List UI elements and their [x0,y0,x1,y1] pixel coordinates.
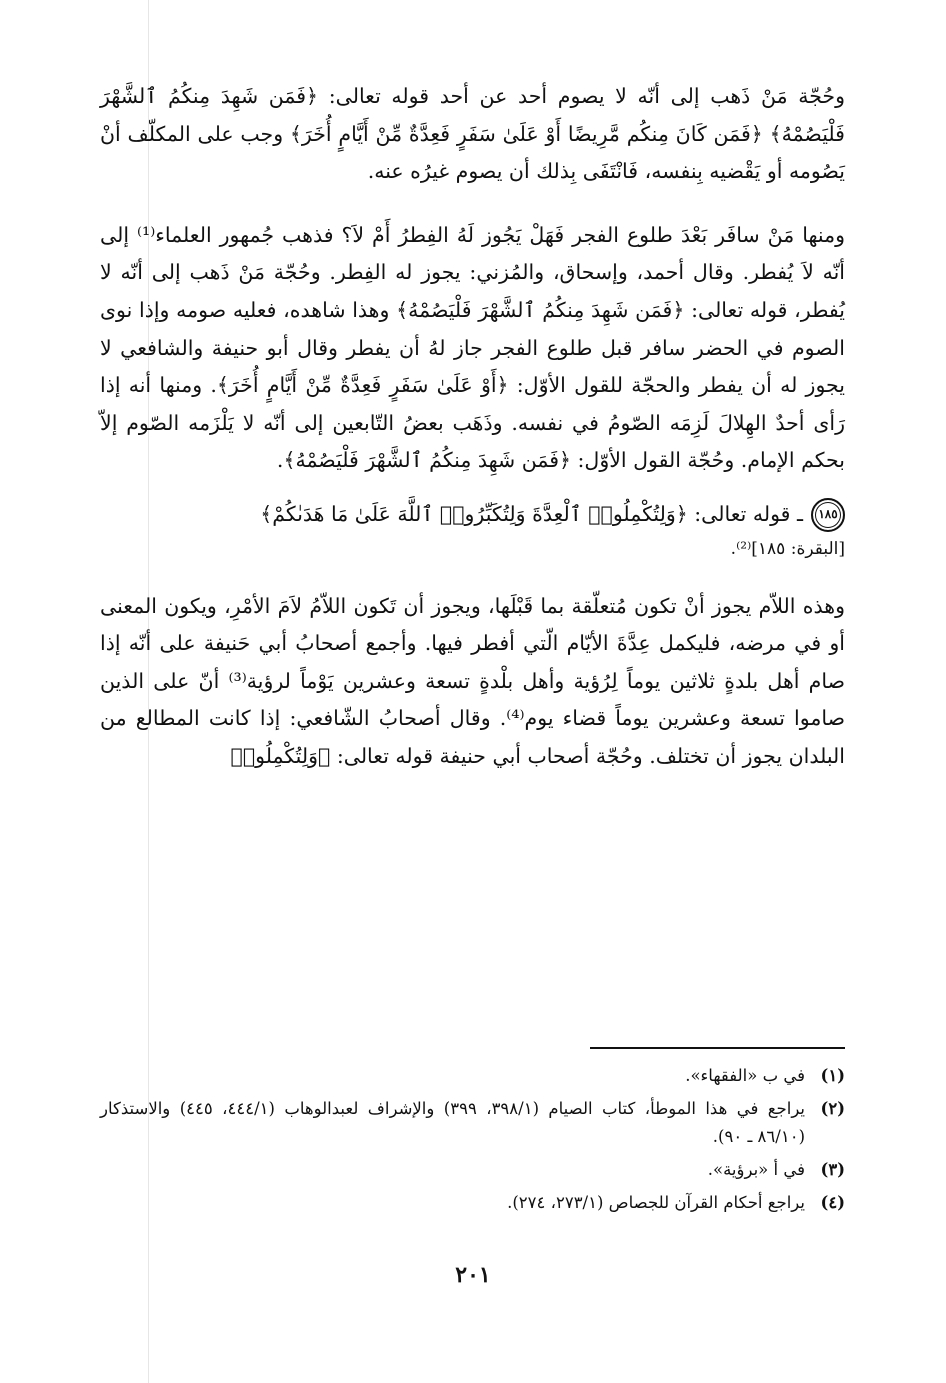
footnote-number: (٤) [820,1193,845,1212]
verse-number-badge: ١٨٥ [811,498,845,532]
footnote-2 [100,1095,845,1151]
paragraph-3: وهذه اللاّم يجوز أنْ تكون مُتعلّقة بما قَبْلَها، ويجوز أن تَكون اللاّمُ لاَمَ الأمْرِ، ويكون المعنى أو في مرضه، فليكمل عِدَّةَ الأيّام الّتي أفطر فيها. وأجمع أصحابُ أبي حَنيفة على أنّه إذا صام أهل بلدةٍ ثلاثين يوماً لِرُؤية وأهل بلْدةٍ تسعة وعشرين يَوْماً لرؤية⁽³⁾ أنّ على الذين صاموا تسعة وعشرين يوماً قضاء يوم⁽⁴⁾. وقال أصحابُ الشّافعي: إذا كانت المطالع من البلدان يجوز أن تختلف. وحُجّة أصحاب أبي حنيفة قوله تعالى: ﴿وَلِتُكْمِلُوا۟ [100,593,845,768]
footnote-3 [100,1156,845,1184]
footnote-number: (٣) [820,1160,845,1179]
footnote-text: في أ «برؤية». [707,1160,805,1179]
footnote-1 [100,1062,845,1090]
main-text [100,78,845,776]
verse-reference: [البقرة: ١٨٥]⁽²⁾. [730,538,845,559]
verse-quote: ـ قوله تعالى: ﴿وَلِتُكْمِلُوا۟ ٱلْعِدَّةَ وَلِتُكَبِّرُوا۟ ٱللَّهَ عَلَىٰ مَا هَدَىٰكُمْ﴾ [260,501,803,526]
footnote-text: في ب «الفقهاء». [685,1066,805,1085]
footnote-text: يراجع في هذا الموطأ، كتاب الصيام (٣٩٨/١، ٣٩٩) والإشراف لعبدالوهاب (٤٤٤/١، ٤٤٥) والاستذكار (٨٦/١٠ ـ ٩٠). [100,1099,806,1146]
paragraph-2: ومنها مَنْ سافَر بَعْدَ طلوع الفجر فَهَلْ يَجُوز لَهُ الفِطرُ أَمْ لاَ؟ فذهب جُمهور العلماء⁽¹⁾ إلى أنّه لاَ يُفطر. وقال أحمد، وإسحاق، والمُزني: يجوز له الفِطر. وحُجّة مَنْ ذَهب إلى أنّه لا يُفطر، قوله تعالى: ﴿فَمَن شَهِدَ مِنكُمُ ٱلشَّهْرَ فَلْيَصُمْهُ﴾ وهذا شاهده، فعليه صومه وإذا نوى الصوم في الحضر سافر قبل طلوع الفجر جاز لهُ أن يفطر وقال أبو حنيفة والشافعي لا يجوز له أن يفطر والحجّة للقول الأوّل: ﴿أَوْ عَلَىٰ سَفَرٍ فَعِدَّةٌ مِّنْ أَيَّامٍ أُخَرَ﴾. ومنها أنه إذا رَأى أحدٌ الهِلالَ لَزِمَه الصّومُ في نفسه. وذَهَب بعضُ التّابعين إلى أنّه لا يَلْزَمه الصّوم إلاّ بحكم الإمام. وحُجّة القول الأوّل: ﴿فَمَن شَهِدَ مِنكُمُ ٱلشَّهْرَ فَلْيَصُمْهُ﴾. [100,222,845,473]
footnotes [100,1062,845,1222]
verse-heading [100,496,845,534]
footnote-number: (٢) [820,1099,845,1118]
page-number: ٢٠١ [455,1262,491,1288]
paragraph-1: وحُجّة مَنْ ذَهب إلى أنّه لا يصوم أحد عن أحد قوله تعالى: ﴿فَمَن شَهِدَ مِنكُمُ ٱلشَّهْرَ فَلْيَصُمْهُ﴾ ﴿فَمَن كَانَ مِنكُم مَّرِيضًا أَوْ عَلَىٰ سَفَرٍ فَعِدَّةٌ مِّنْ أَيَّامٍ أُخَرَ﴾ وجب على المكلّف أنْ يَصُومه أو يَقْضيه بِنفسه، فَانْتَفَى بِذلك أن يصوم غيرُه عنه. [100,84,845,184]
verse-block [100,496,845,564]
footnote-text: يراجع أحكام القرآن للجصاص (٢٧٣/١، ٢٧٤). [507,1193,805,1212]
footnote-4 [100,1189,845,1217]
footnote-number: (١) [820,1066,845,1085]
footnote-divider [590,1047,845,1049]
